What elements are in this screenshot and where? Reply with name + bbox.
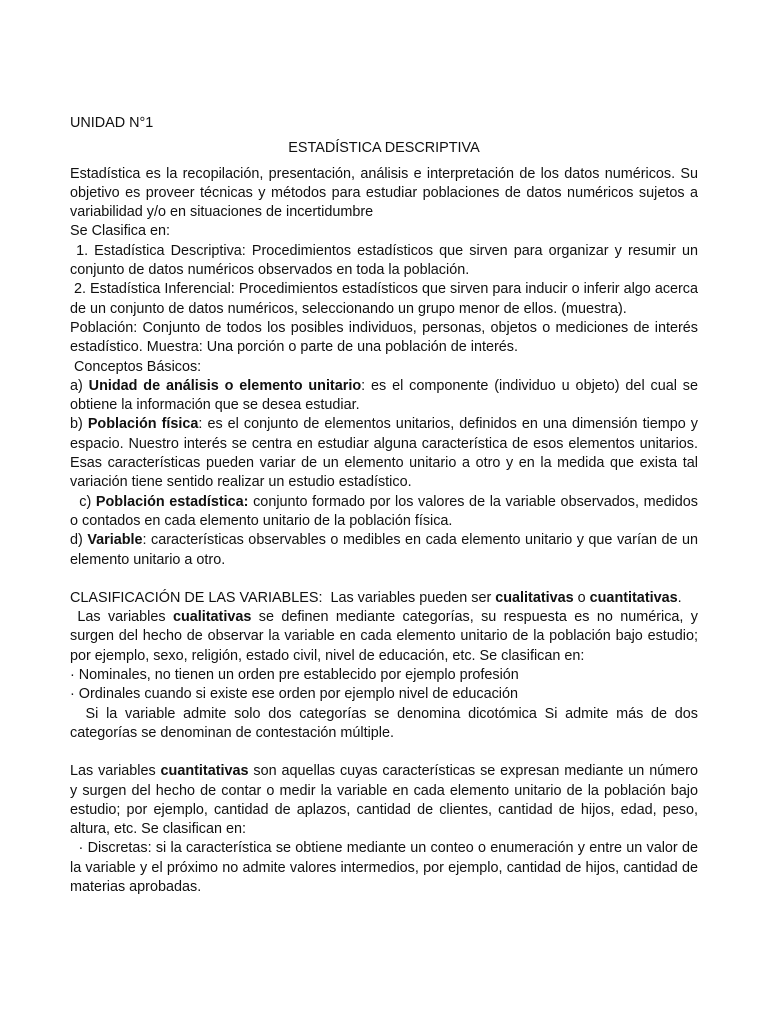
concept-a-term: Unidad de análisis o elemento unitario: [88, 377, 362, 394]
quantitative-prefix: Las variables: [70, 763, 161, 780]
definition-paragraph: Estadística es la recopilación, presentación, análisis e interpretación de los datos numéricos. Su objetivo es proveer técnicas y métodos para estudiar poblaciones de datos numéricos sujetos a variabilidad y/o en situaciones de incertidumbre: [70, 165, 698, 221]
classification-heading: [70, 589, 698, 608]
list-item-inferential: 2. Estadística Inferencial: Procedimientos estadísticos que sirven para inducir o inferir algo acerca de un conjunto de datos numéricos, seleccionando un grupo menor de ellos. (muestra).: [70, 281, 703, 317]
list-item-descriptive: 1. Estadística Descriptiva: Procedimientos estadísticos que sirven para organizar y resumir un conjunto de datos numéricos observados en toda la población.: [70, 242, 702, 279]
quantitative-word: cuantitativas: [589, 589, 678, 606]
or-word: o: [573, 589, 590, 606]
concept-d-prefix: d): [70, 532, 88, 549]
concept-c-prefix: c): [70, 493, 96, 510]
qualitative-prefix: Las variables: [70, 609, 173, 626]
concept-d-term: Variable: [87, 532, 143, 549]
heading-period: .: [677, 589, 682, 606]
basic-concepts-heading: Conceptos Básicos:: [70, 358, 202, 375]
concept-d-text: : características observables o medibles en cada elemento unitario y que varían de un elemento unitario a otro.: [70, 532, 698, 568]
qualitative-word: cualitativas: [495, 589, 574, 606]
concept-d: [70, 531, 698, 570]
dichotomous-paragraph: Si la variable admite solo dos categorías se denomina dicotómica Si admite más de dos categorías se denominan de contestación múltiple.: [70, 705, 702, 741]
quantitative-term: cuantitativas: [160, 763, 249, 780]
document-page: [70, 114, 703, 897]
classification-heading-text: CLASIFICACIÓN DE LAS VARIABLES: Las variables pueden ser: [70, 589, 496, 606]
concept-a: [70, 377, 698, 416]
quantitative-text: son aquellas cuyas características se expresan mediante un número y surgen del hecho de contar o medir la variable en cada elemento unitario de la población bajo estudio; por ejemplo, cantidad de aplazos, cantidad de clientes, cantidad de hijos, edad, peso, altura, etc. Se clasifican en:: [70, 763, 698, 838]
concept-b-text: : es el conjunto de elementos unitarios, definidos en una dimensión tiempo y espacio. Nuestro interés se centra en estudiar alguna característica de esos elementos unitarios. Esas características pueden variar de un elemento unitario a otro y en la medida que exista tal variación tiene sentido realizar un estudio estadístico.: [70, 416, 698, 491]
concept-c: [70, 493, 698, 532]
ordinal-bullet: · Ordinales cuando si existe ese orden por ejemplo nivel de educación: [70, 686, 518, 703]
qualitative-text: se definen mediante categorías, su respuesta es no numérica, y surgen del hecho de observar la variable en cada elemento unitario de la población bajo estudio; por ejemplo, sexo, religión, estado civil, nivel de educación, etc. Se clasifican en:: [70, 609, 698, 664]
concept-b-prefix: b): [70, 416, 88, 433]
population-paragraph: Población: Conjunto de todos los posibles individuos, personas, objetos o mediciones de interés estadístico. Muestra: Una porción o parte de una población de interés.: [70, 319, 698, 356]
qualitative-term: cualitativas: [172, 609, 252, 626]
document-title: ESTADÍSTICA DESCRIPTIVA: [288, 140, 480, 157]
classified-in-line: Se Clasifica en:: [70, 223, 170, 240]
qualitative-paragraph: [70, 608, 698, 666]
concept-c-text: conjunto formado por los valores de la variable observados, medidos o contados en cada elemento unitario de la población física.: [70, 493, 698, 529]
concept-b-term: Población física: [87, 416, 199, 433]
concept-a-prefix: a): [70, 377, 89, 394]
nominal-bullet: · Nominales, no tienen un orden pre establecido por ejemplo profesión: [70, 667, 519, 684]
quantitative-paragraph: [70, 762, 698, 839]
concept-c-term: Población estadística:: [95, 493, 249, 510]
discrete-bullet: · Discretas: si la característica se obtiene mediante un conteo o enumeración y entre un valor de la variable y el próximo no admite valores intermedios, por ejemplo, cantidad de hijos, cantidad de materias aprobadas.: [70, 840, 703, 895]
concept-b: [70, 415, 698, 492]
concept-a-text: : es el componente (individuo u objeto) del cual se obtiene la información que se desea estudiar.: [70, 377, 698, 414]
unit-heading: UNIDAD N°1: [70, 115, 154, 131]
